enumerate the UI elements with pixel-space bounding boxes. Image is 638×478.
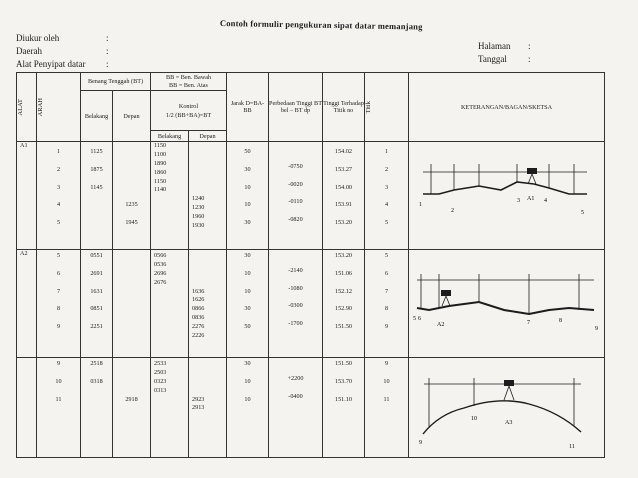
kontrol-depan-cell: 1240 1230 1960 1930	[189, 142, 227, 250]
header-bt-belakang: Belakang	[81, 91, 113, 142]
bt-depan-cell: 2918	[113, 358, 151, 458]
meta-colon: :	[528, 41, 531, 51]
meta-left	[16, 32, 109, 71]
tinggi-cell: 153.20 151.06 152.12 152.90 151.50	[323, 250, 365, 358]
arah-cell: 9 10 11	[37, 358, 81, 458]
header-perbedaan: Perbedaan Tinggi BT bel – BT dp	[269, 73, 323, 142]
sketch-a3	[409, 358, 605, 458]
bt-belakang-cell: 2518 0318	[81, 358, 113, 458]
meta-row	[16, 58, 109, 71]
header-tinggi: Tinggi Terhadap Titik no	[323, 73, 365, 142]
meta-label: Alat Penyipat datar	[16, 59, 86, 69]
meta-label: Halaman	[478, 41, 511, 51]
sketch-a1-drawing	[409, 142, 605, 248]
meta-row	[16, 32, 109, 45]
meta-row	[16, 45, 109, 58]
titik-cell: 9 10 11	[365, 358, 409, 458]
titik-cell: 5 6 7 8 9	[365, 250, 409, 358]
arah-cell: 1 2 3 4 5	[37, 142, 81, 250]
header-alat: ALAT	[17, 73, 37, 142]
sketch-a3-drawing	[409, 358, 605, 456]
bt-belakang-cell: 1125 1875 1145	[81, 142, 113, 250]
header-jarak: Jarak D=BA-BB	[227, 73, 269, 142]
meta-right	[478, 40, 531, 66]
sketch-label: 3	[517, 198, 520, 204]
meta-colon: :	[106, 59, 109, 69]
form-title: Contoh formulir pengukuran sipat datar memanjang	[219, 18, 423, 32]
header-kontrol-depan: Depan	[189, 131, 227, 142]
header-arah: ARAH	[37, 73, 81, 142]
sketch-label: 4	[544, 198, 547, 204]
sketch-label: A1	[527, 196, 535, 202]
perbedaan-cell: +2200 -0400	[269, 358, 323, 458]
arah-cell: 5 6 7 8 9	[37, 250, 81, 358]
sketch-label: 1	[419, 202, 422, 208]
meta-row	[478, 53, 531, 66]
alat-cell: A1	[17, 142, 37, 250]
sketch-label: 8	[559, 318, 562, 324]
meta-row	[478, 40, 531, 53]
sketch-a2	[409, 250, 605, 358]
alat-cell: A2	[17, 250, 37, 358]
sketch-label: 5	[581, 210, 584, 216]
meta-label: Diukur oleh	[16, 33, 60, 43]
alat-cell	[17, 358, 37, 458]
sketch-label: 10	[471, 416, 477, 422]
kontrol-belakang-cell: 0566 0536 2696 2676	[151, 250, 189, 358]
header-titik: Titik	[365, 73, 409, 142]
jarak-cell: 30 10 10	[227, 358, 269, 458]
header-kontrol-belakang: Belakang	[151, 131, 189, 142]
sketch-label: 11	[569, 444, 575, 450]
sketch-label: 7	[527, 320, 530, 326]
meta-label: Tanggal	[478, 54, 507, 64]
sketch-label: 9	[595, 326, 598, 332]
tinggi-cell: 151.50 153.70 151.10	[323, 358, 365, 458]
header-benang-tengah: Benang Tenggah (BT)	[81, 73, 151, 91]
section-row-a3	[17, 358, 605, 458]
perbedaan-cell: -0750 -0020 -0110 -0820	[269, 142, 323, 250]
sketch-label: 6	[418, 316, 421, 322]
meta-colon: :	[528, 54, 531, 64]
jarak-cell: 50 30 10 10 30	[227, 142, 269, 250]
meta-colon: :	[106, 33, 109, 43]
sketch-label: 2	[451, 208, 454, 214]
perbedaan-cell: -2140 -1080 -0300 -1700	[269, 250, 323, 358]
leveling-form-table	[16, 72, 605, 458]
header-bt-depan: Depan	[113, 91, 151, 142]
sketch-a2-drawing	[409, 250, 605, 356]
section-row-a1	[17, 142, 605, 250]
kontrol-depan-cell: 2923 2913	[189, 358, 227, 458]
header-kontrol-notes: BB = Ben. Bawah BB = Ben. Atas	[151, 73, 227, 91]
tinggi-cell: 154.02 153.27 154.00 153.91 153.20	[323, 142, 365, 250]
titik-cell: 1 2 3 4 5	[365, 142, 409, 250]
sketch-a1	[409, 142, 605, 250]
section-row-a2	[17, 250, 605, 358]
bt-belakang-cell: 0551 2691 1631 0851 2251	[81, 250, 113, 358]
kontrol-belakang-cell: 2533 2503 0323 0313	[151, 358, 189, 458]
sketch-label: 5	[413, 316, 416, 322]
meta-colon: :	[106, 46, 109, 56]
header-kontrol: Kontrol 1/2 (BB+BA)=BT	[151, 91, 227, 131]
meta-label: Daerah	[16, 46, 42, 56]
sketch-label: A3	[505, 420, 513, 426]
kontrol-depan-cell: 1636 1626 0866 0836 2276 2226	[189, 250, 227, 358]
kontrol-belakang-cell: 1150 1100 1890 1860 1150 1140	[151, 142, 189, 250]
header-keterangan: KETERANGAN/BAGAN/SKETSA	[409, 73, 605, 142]
sketch-label: A2	[437, 322, 445, 328]
jarak-cell: 30 10 10 30 50	[227, 250, 269, 358]
bt-depan-cell	[113, 250, 151, 358]
sketch-label: 9	[419, 440, 422, 446]
bt-depan-cell: 1235 1945	[113, 142, 151, 250]
